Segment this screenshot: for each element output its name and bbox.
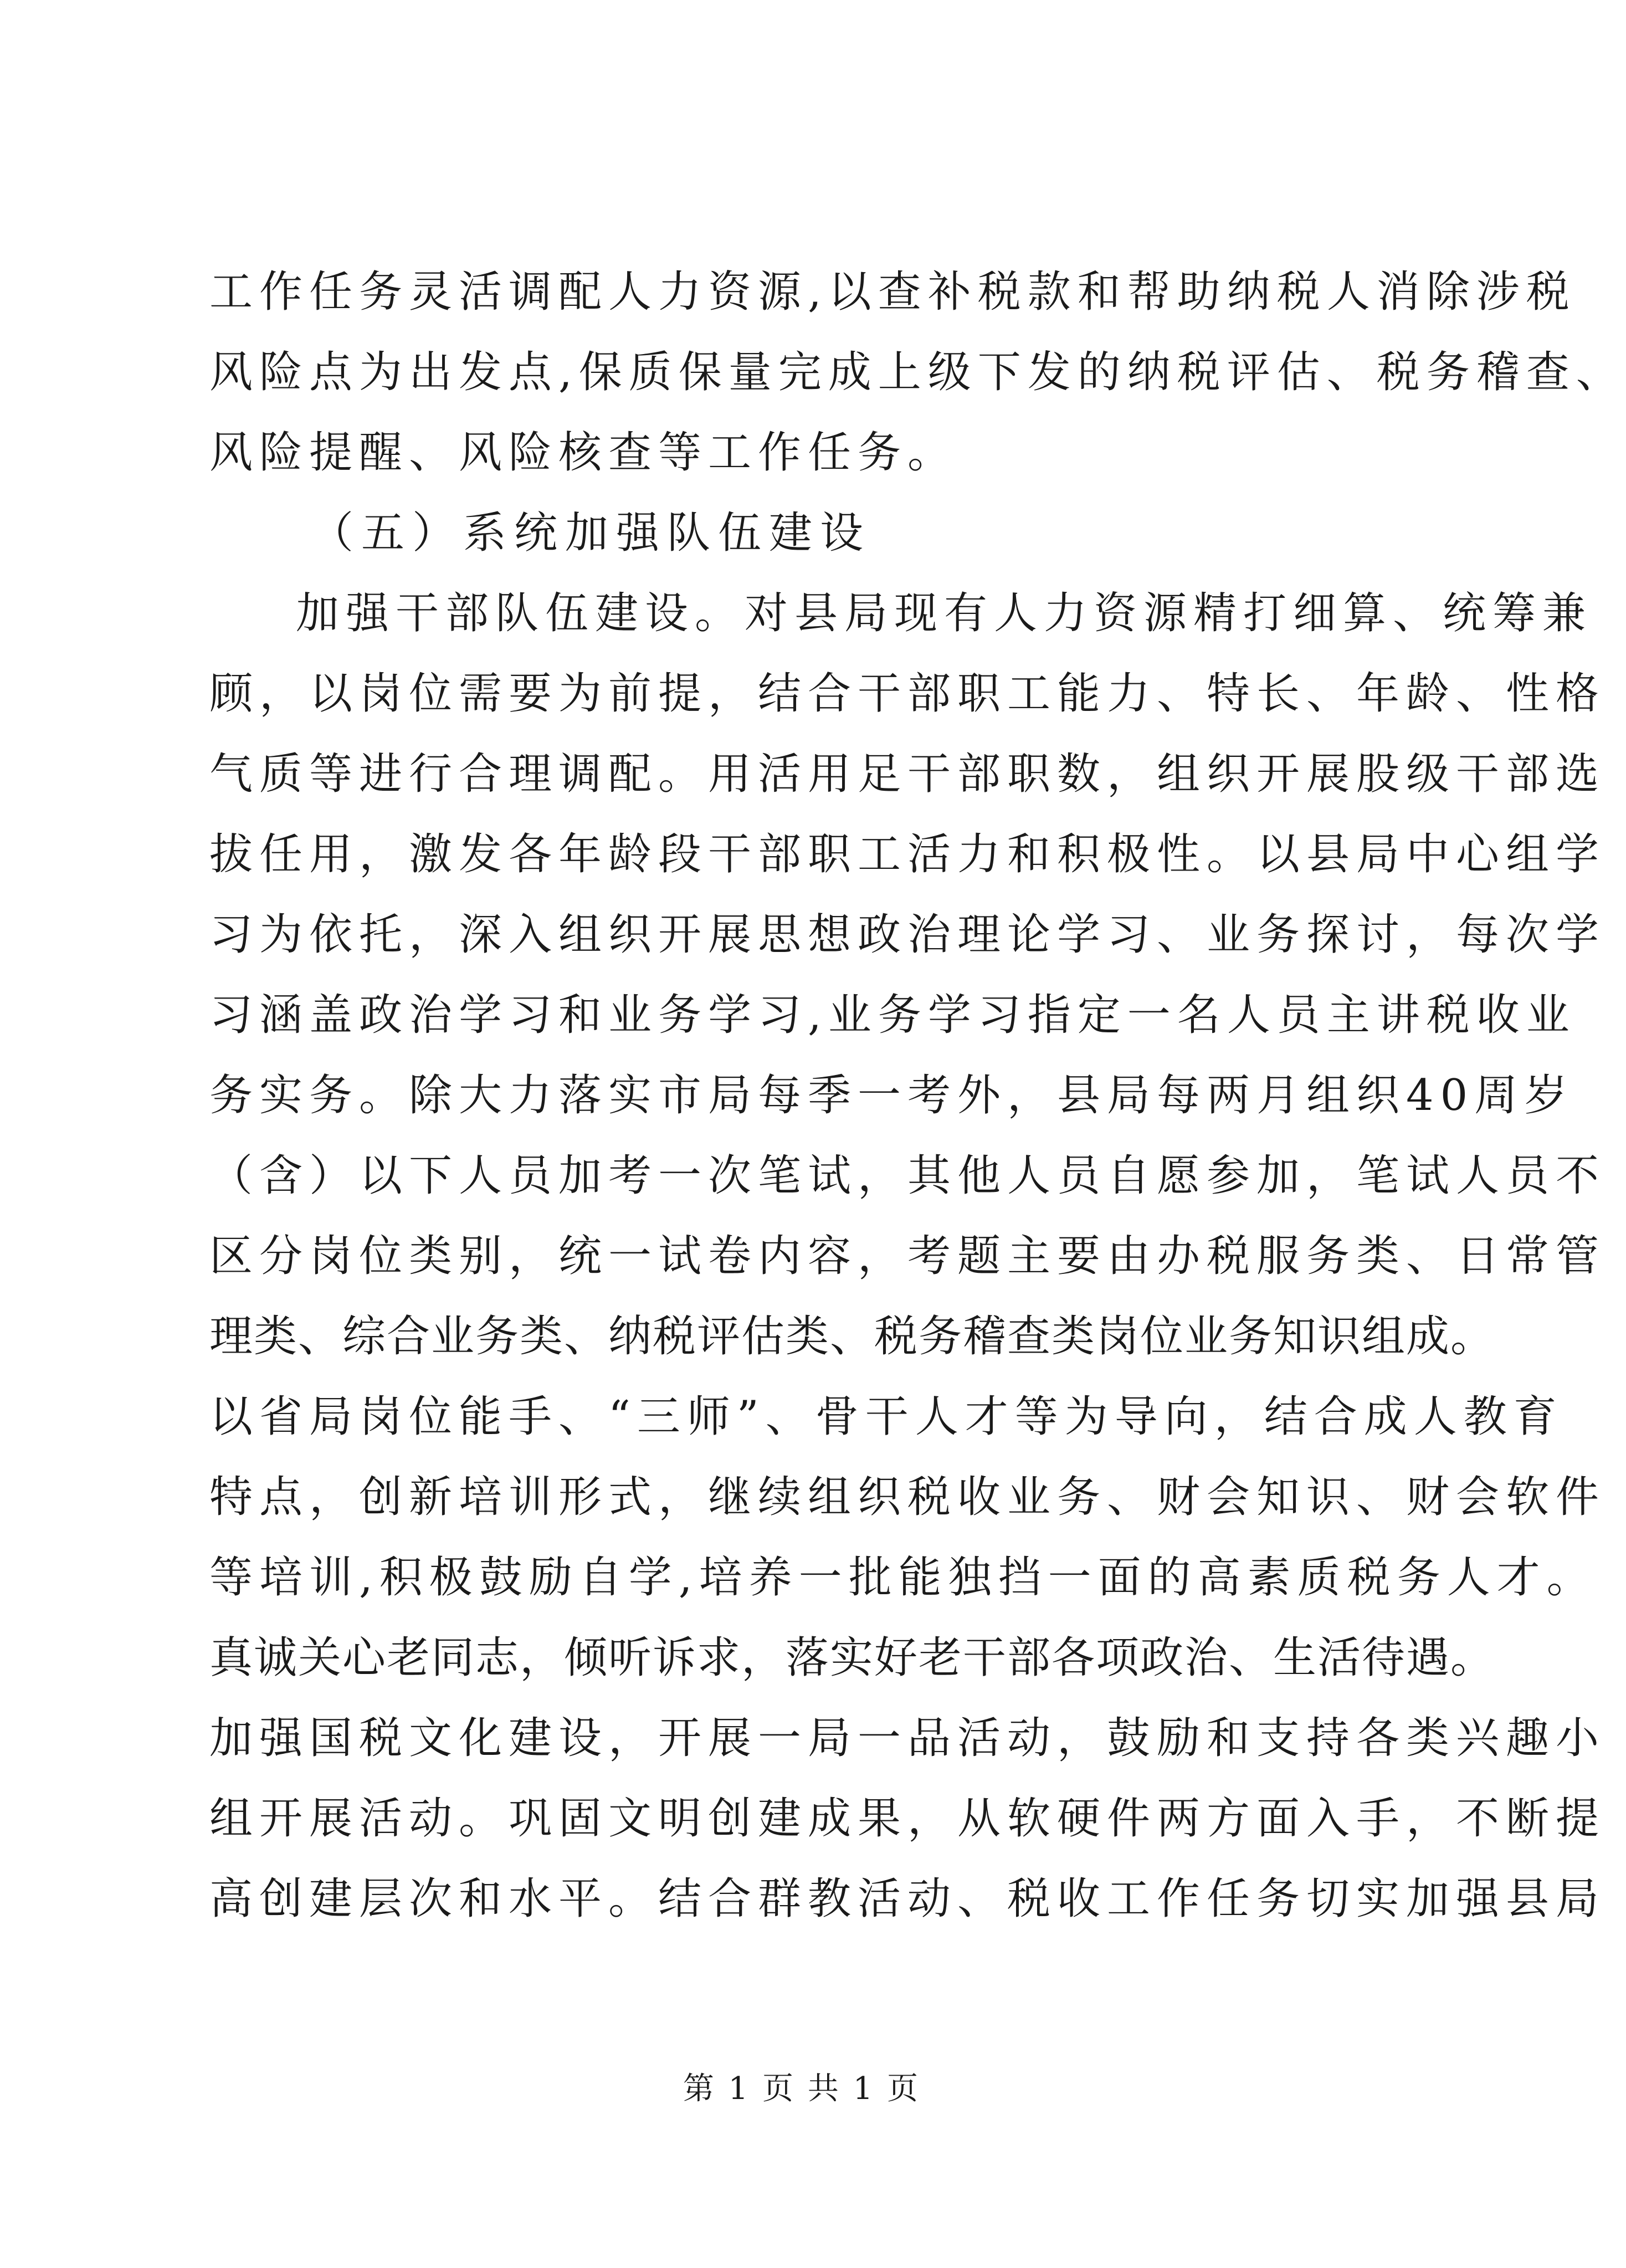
body-line: 务实务。除大力落实市局每季一考外，县局每两月组织40周岁 [209,1071,1574,1120]
body-line: 加强国税文化建设，开展一局一品活动，鼓励和支持各类兴趣小 [209,1713,1606,1763]
body-line: 气质等进行合理调配。用活用足干部职数，组织开展股级干部选 [209,749,1606,799]
body-line: 拔任用，激发各年龄段干部职工活力和积极性。以县局中心组学 [209,830,1606,879]
body-line: 真诚关心老同志，倾听诉求，落实好老干部各项政治、生活待遇。 [209,1633,1495,1683]
body-line: 以省局岗位能手、“三师”、骨干人才等为导向，结合成人教育 [209,1392,1563,1442]
body-line: 组开展活动。巩固文明创建成果，从软硬件两方面入手，不断提 [209,1794,1606,1844]
paragraph-first-line: 加强干部队伍建设。对县局现有人力资源精打细算、统筹兼 [296,588,1593,638]
body-line: 高创建层次和水平。结合群教活动、税收工作任务切实加强县局 [209,1874,1606,1924]
body-line: （含）以下人员加考一次笔试，其他人员自愿参加，笔试人员不 [209,1151,1606,1201]
body-line: 风险点为出发点,保质保量完成上级下发的纳税评估、税务稽查、 [209,347,1626,397]
body-line: 风险提醒、风险核查等工作任务。 [209,428,958,478]
body-line: 习为依托，深入组织开展思想政治理论学习、业务探讨，每次学 [209,910,1606,960]
body-line: 习涵盖政治学习和业务学习,业务学习指定一名人员主讲税收业 [209,990,1576,1040]
body-line: 区分岗位类别，统一试卷内容，考题主要由办税服务类、日常管 [209,1231,1606,1281]
body-line: 工作任务灵活调配人力资源,以查补税款和帮助纳税人消除涉税 [209,267,1576,317]
body-line: 顾，以岗位需要为前提，结合干部职工能力、特长、年龄、性格 [209,669,1606,719]
body-line: 等培训,积极鼓励自学,培养一批能独挡一面的高素质税务人才。 [209,1553,1597,1603]
page-number-footer: 第 1 页 共 1 页 [683,2071,921,2107]
section-heading: （五）系统加强队伍建设 [310,508,871,558]
document-body [209,252,1626,1939]
body-line: 特点，创新培训形式，继续组织税收业务、财会知识、财会软件 [209,1472,1606,1522]
body-line: 理类、综合业务类、纳税评估类、税务稽查类岗位业务知识组成。 [209,1312,1495,1361]
